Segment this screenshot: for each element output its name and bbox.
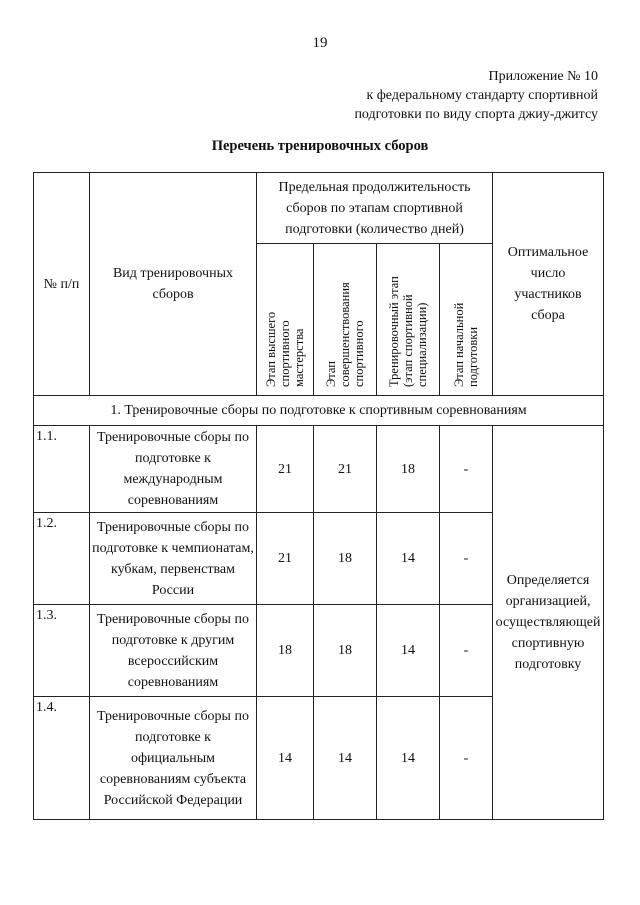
header-optimal: Оптимальное число участников сбора (493, 173, 604, 396)
appendix-line-1: Приложение № 10 (488, 69, 598, 84)
row-value-stage3: 14 (377, 605, 440, 697)
row-value-stage3: 18 (377, 426, 440, 513)
row-value-stage4: - (440, 426, 493, 513)
header-row-1 (34, 173, 604, 244)
row-name: Тренировочные сборы по подготовке к официальным соревнованиям субъекта Российской Федерации (90, 697, 257, 820)
header-stage-initial: Этап начальной подготовки (440, 244, 493, 396)
row-value-stage2: 14 (314, 697, 377, 820)
header-stage-training: Тренировочный этап (этап спортивной специализации) (377, 244, 440, 396)
table-row (34, 426, 604, 513)
row-num: 1.2. (34, 513, 90, 605)
row-num: 1.3. (34, 605, 90, 697)
training-camps-table (33, 172, 604, 820)
appendix-note (354, 67, 598, 124)
page-number: 19 (312, 35, 328, 51)
row-num: 1.1. (34, 426, 90, 513)
appendix-line-2: к федеральному стандарту спортивной (366, 88, 598, 103)
optimal-participants-value: Определяется организацией, осуществляющей спортивную подготовку (493, 426, 604, 820)
row-value-stage3: 14 (377, 513, 440, 605)
header-type: Вид тренировочных сборов (90, 173, 257, 396)
document-title: Перечень тренировочных сборов (211, 138, 429, 154)
row-name: Тренировочные сборы по подготовке к международным соревнованиям (90, 426, 257, 513)
section-row (34, 396, 604, 426)
row-value-stage1: 21 (257, 426, 314, 513)
row-value-stage4: - (440, 605, 493, 697)
row-value-stage1: 14 (257, 697, 314, 820)
row-value-stage1: 18 (257, 605, 314, 697)
row-value-stage2: 18 (314, 513, 377, 605)
row-name: Тренировочные сборы по подготовке к чемпионатам, кубкам, первенствам России (90, 513, 257, 605)
row-value-stage3: 14 (377, 697, 440, 820)
row-value-stage1: 21 (257, 513, 314, 605)
section-heading: 1. Тренировочные сборы по подготовке к спортивным соревнованиям (34, 396, 604, 426)
header-duration: Предельная продолжительность сборов по этапам спортивной подготовки (количество дней) (257, 173, 493, 244)
row-value-stage4: - (440, 513, 493, 605)
row-value-stage2: 21 (314, 426, 377, 513)
row-value-stage2: 18 (314, 605, 377, 697)
row-num: 1.4. (34, 697, 90, 820)
header-stage-higher: Этап высшего спортивного мастерства (257, 244, 314, 396)
header-stage-improvement: Этап совершенствования спортивного (314, 244, 377, 396)
row-name: Тренировочные сборы по подготовке к другим всероссийским соревнованиям (90, 605, 257, 697)
header-num: № п/п (34, 173, 90, 396)
row-value-stage4: - (440, 697, 493, 820)
appendix-line-3: подготовки по виду спорта джиу-джитсу (354, 107, 598, 122)
